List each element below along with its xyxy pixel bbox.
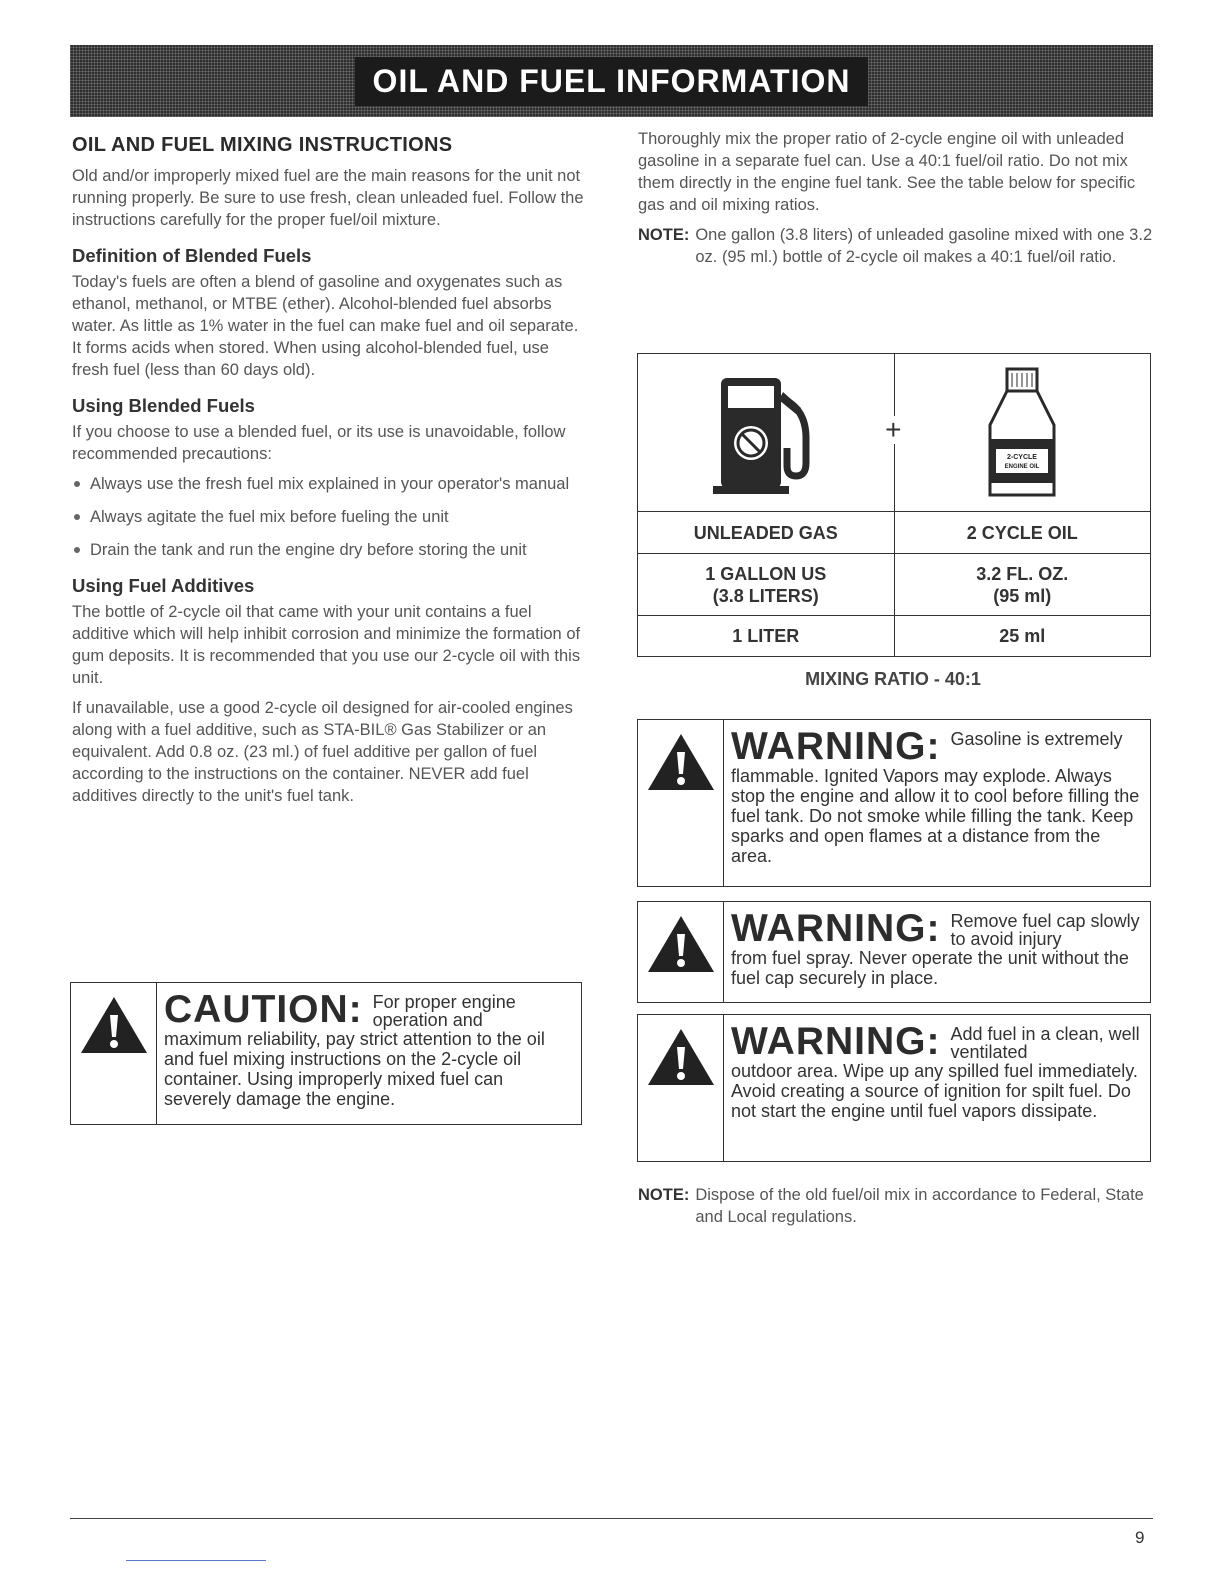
fuel-additives-heading: Using Fuel Additives (72, 575, 255, 596)
hazard-triangle-icon (646, 914, 716, 974)
warning-body-text: from fuel spray. Never operate the unit without the fuel cap securely in place. (731, 948, 1129, 988)
table-cell-oil (894, 554, 1151, 615)
note-label: NOTE: (638, 226, 690, 244)
bullet-text: Always agitate the fuel mix before fueling the unit (90, 508, 449, 526)
cell-line: (95 ml) (993, 585, 1052, 606)
caution-lead-text: For proper engine operation and (372, 992, 516, 1030)
mixing-ratio-table (637, 353, 1151, 657)
table-cell-gas: 1 LITER (732, 626, 800, 646)
mixing-ratio-intro-text: Thoroughly mix the proper ratio of 2-cycle engine oil with unleaded gasoline in a separate fuel can. Use a 40:1 fuel/oil ratio. Do not mix them directly in the engine fuel tank. See the table below for specific gas and oil mixing ratios. (638, 130, 1136, 214)
caution-icon-cell (71, 983, 157, 1124)
section-banner (70, 45, 1153, 117)
caution-signal-word: CAUTION: (164, 988, 363, 1031)
bullet-text: Drain the tank and run the engine dry before storing the unit (90, 541, 527, 559)
table-row (638, 615, 1150, 656)
column-header-oil: 2 CYCLE OIL (894, 512, 1151, 553)
bottle-label-line1: 2-CYCLE (1007, 453, 1038, 461)
blended-fuels-definition-heading: Definition of Blended Fuels (72, 245, 312, 266)
bullet-icon (74, 514, 80, 520)
bullet-text: Always use the fresh fuel mix explained in your operator's manual (90, 475, 570, 493)
note-label: NOTE: (638, 1186, 690, 1204)
warning-box-fuel-cap (637, 901, 1151, 1003)
table-cell-oil: 25 ml (894, 616, 1151, 656)
caution-text-cell (157, 983, 581, 1124)
warning-signal-word: WARNING: (731, 907, 941, 950)
using-blended-fuels-heading: Using Blended Fuels (72, 395, 255, 416)
warning-text-cell (724, 1015, 1150, 1161)
banner-plate (355, 57, 869, 106)
warning-text-cell (724, 720, 1150, 886)
mixing-intro-text: Old and/or improperly mixed fuel are the main reasons for the unit not running properly. Be sure to use fresh, clean unleaded fuel. Follow the instructions carefully for the proper fuel/oil mixture. (72, 167, 584, 229)
fuel-additives-text-2: If unavailable, use a good 2-cycle oil designed for air-cooled engines along with a fuel additive, such as STA-BIL® Gas Stabilizer or an equivalent. Add 0.8 oz. (23 ml.) of fuel additive per gallon of fuel according to the instructions on the container. NEVER add fuel additives directly to the unit's fuel tank. (72, 699, 573, 805)
warning-body-text: flammable. Ignited Vapors may explode. Always stop the engine and allow it to cool before filling the fuel tank. Do not smoke while filling the tank. Keep sparks and open flames at a distance from the area. (731, 766, 1140, 866)
warning-text-cell (724, 902, 1150, 1002)
caution-body-text: maximum reliability, pay strict attention to the oil and fuel mixing instructions on the 2-cycle oil container. Using improperly mixed fuel can severely damage the engine. (164, 1029, 545, 1109)
table-image-row (638, 354, 1150, 511)
blended-fuels-definition-text: Today's fuels are often a blend of gasoline and oxygenates such as ethanol, methanol, or MTBE (ether). Alcohol-blended fuel absorbs water. As little as 1% water in the fuel can make fuel and oil separate. It forms acids when stored. When using alcohol-blended fuel, use fresh fuel (less than 60 days old). (72, 273, 579, 379)
plus-sign: + (885, 414, 902, 445)
mixing-ratio-caption: MIXING RATIO - 40:1 (805, 669, 981, 689)
note-ratio (638, 224, 1154, 268)
warning-icon-cell (638, 720, 724, 886)
warning-lead-text: Remove fuel cap slowly to avoid injury (950, 911, 1140, 949)
hazard-triangle-icon (646, 1027, 716, 1087)
warning-signal-word: WARNING: (731, 725, 941, 768)
left-column (72, 128, 584, 815)
footer-link-underline (126, 1560, 266, 1561)
note-text: One gallon (3.8 liters) of unleaded gasoline mixed with one 3.2 oz. (95 ml.) bottle of 2-cycle oil makes a 40:1 fuel/oil ratio. (695, 226, 1153, 266)
warning-signal-word: WARNING: (731, 1020, 941, 1063)
page-number: 9 (1135, 1528, 1145, 1547)
mixing-instructions-heading: OIL AND FUEL MIXING INSTRUCTIONS (72, 134, 453, 156)
warning-box-flammable (637, 719, 1151, 887)
gas-pump-icon (701, 368, 831, 498)
bullet-icon (74, 481, 80, 487)
table-header-row (638, 511, 1150, 553)
bullet-icon (74, 547, 80, 553)
cell-line: 1 GALLON US (705, 563, 827, 584)
fuel-additives-text-1: The bottle of 2-cycle oil that came with your unit contains a fuel additive which will help inhibit corrosion and minimize the formation of gum deposits. It is recommended that you use our 2-cycle oil with this unit. (72, 603, 581, 687)
note-text: Dispose of the old fuel/oil mix in accordance to Federal, State and Local regulations. (695, 1186, 1144, 1226)
using-blended-fuels-text: If you choose to use a blended fuel, or its use is unavoidable, follow recommended precautions: (72, 423, 566, 463)
table-row (638, 553, 1150, 615)
warning-box-ventilation (637, 1014, 1151, 1162)
bottle-label-line2: ENGINE OIL (1004, 463, 1040, 470)
cell-line: (3.8 LITERS) (712, 585, 819, 606)
precautions-list (72, 473, 584, 561)
cell-line: 3.2 FL. OZ. (976, 563, 1069, 584)
hazard-triangle-icon (646, 732, 716, 792)
gas-pump-cell (638, 354, 902, 511)
oil-bottle-icon (982, 365, 1062, 501)
list-item (72, 539, 584, 561)
warning-icon-cell (638, 1015, 724, 1161)
hazard-triangle-icon (79, 995, 149, 1055)
warning-lead-text: Add fuel in a clean, well ventilated (950, 1024, 1140, 1062)
warning-body-text: outdoor area. Wipe up any spilled fuel immediately. Avoid creating a source of ignition for spilt fuel. Do not start the engine until fuel vapors dissipate. (731, 1061, 1138, 1121)
list-item (72, 506, 584, 528)
caution-box (70, 982, 582, 1125)
list-item (72, 473, 584, 495)
note-disposal (638, 1184, 1150, 1228)
banner-title: OIL AND FUEL INFORMATION (372, 62, 851, 99)
footer-rule (70, 1518, 1153, 1519)
right-column (638, 128, 1154, 268)
column-header-gas: UNLEADED GAS (693, 522, 838, 543)
warning-lead-text: Gasoline is extremely (950, 729, 1123, 749)
warning-icon-cell (638, 902, 724, 1002)
table-cell-gas (638, 554, 894, 615)
oil-bottle-cell (894, 354, 1151, 511)
